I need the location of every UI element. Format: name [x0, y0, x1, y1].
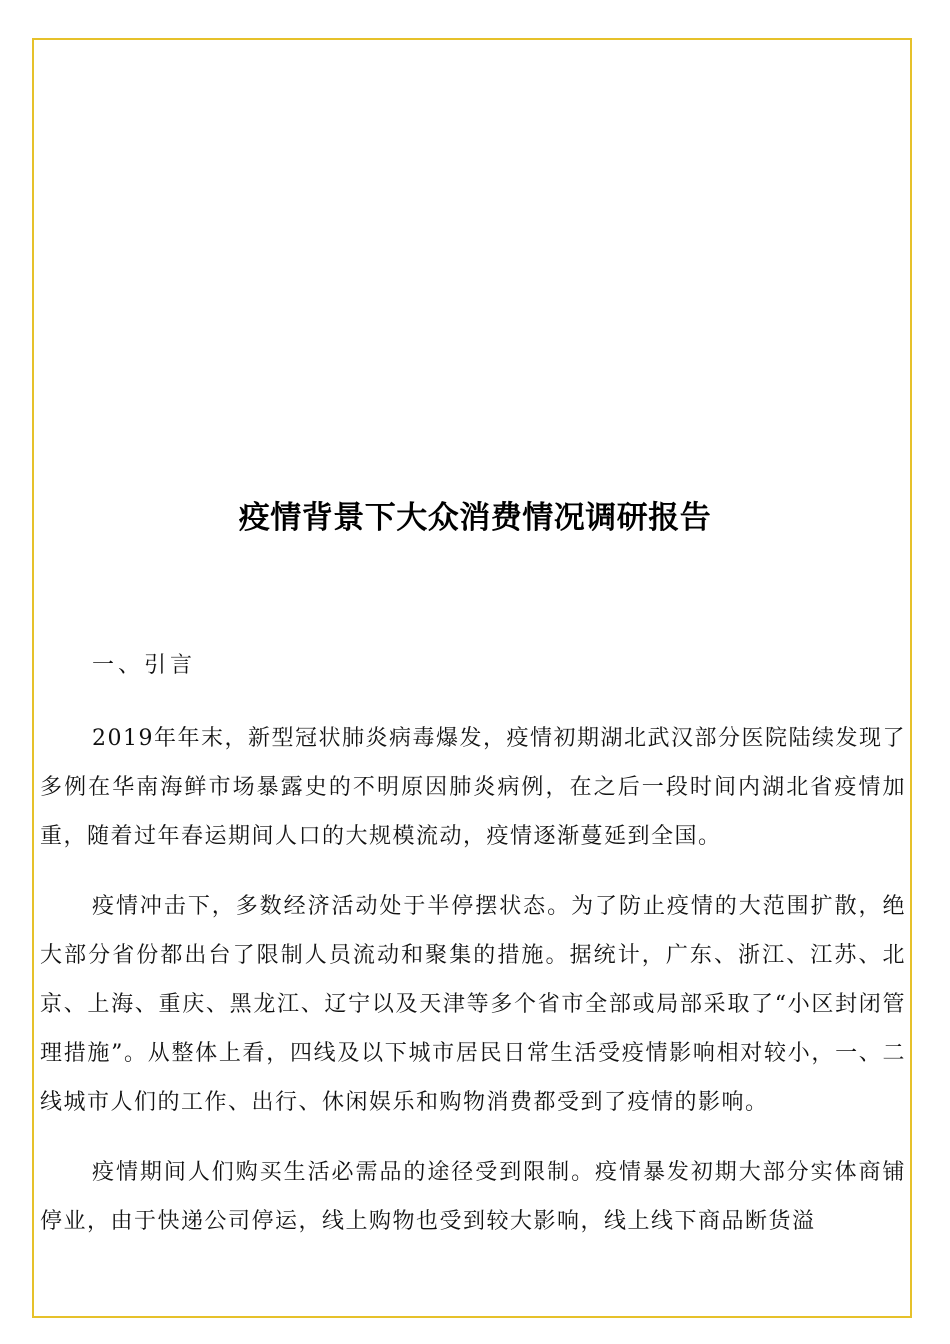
section-heading: 一、引言: [92, 653, 197, 678]
paragraph-3: 疫情期间人们购买生活必需品的途径受到限制。疫情暴发初期大部分实体商铺停业，由于快递公司停运，线上购物也受到较大影响，线上线下商品断货溢: [40, 1160, 906, 1234]
paragraph-2: 疫情冲击下，多数经济活动处于半停摆状态。为了防止疫情的大范围扩散，绝大部分省份都出台了限制人员流动和聚集的措施。据统计，广东、浙江、江苏、北京、上海、重庆、黑龙江、辽宁以及天津等多个省市全部或局部采取了“小区封闭管理措施”。从整体上看，四线及以下城市居民日常生活受疫情影响相对较小，一、二线城市人们的工作、出行、休闲娱乐和购物消费都受到了疫情的影响。: [40, 894, 906, 1115]
document-body: [40, 646, 906, 1267]
document-title: 疫情背景下大众消费情况调研报告: [238, 500, 712, 536]
paragraph-1: 2019年年末，新型冠状肺炎病毒爆发，疫情初期湖北武汉部分医院陆续发现了多例在华南海鲜市场暴露史的不明原因肺炎病例，在之后一段时间内湖北省疫情加重，随着过年春运期间人口的大规模流动，疫情逐渐蔓延到全国。: [40, 726, 906, 849]
